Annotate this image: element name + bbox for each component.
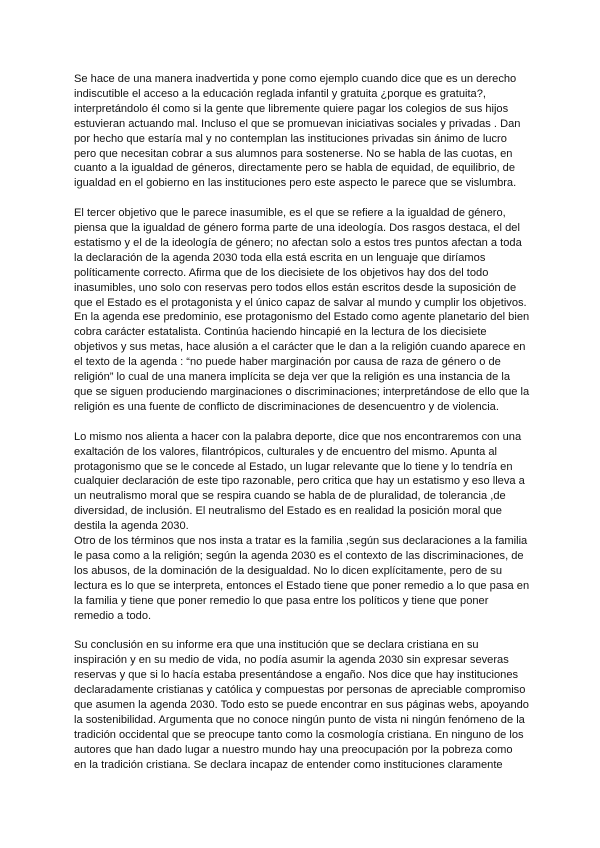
paragraph-gap: [74, 415, 534, 430]
text-line: estuvieran actuando mal. Incluso el que se promuevan iniciativas sociales y privadas . Dan: [74, 117, 521, 130]
text-line: estatismo y el de la ideología de género; no afectan solo a estos tres puntos afectan a toda: [74, 236, 522, 249]
text-line: cobra carácter estatalista. Continúa haciendo hincapié en la lectura de los diecisiete: [74, 326, 487, 339]
text-line: la declaración de la agenda 2030 toda ella está escrita en un lenguaje que diríamos: [74, 251, 486, 264]
text-line: piensa que la igualdad de género forma parte de una ideología. Dos rasgos destaca, el del: [74, 222, 520, 235]
text-line: El tercer objetivo que le parece inasumible, es el que se refiere a la igualdad de género,: [74, 207, 506, 220]
text-line: remedio a todo.: [74, 609, 152, 622]
text-line: el texto de la agenda : “no puede haber marginación por causa de raza de género o de: [74, 356, 501, 369]
text-line: diversidad, de inclusión. El neutralismo del Estado es en realidad la posición moral que: [74, 505, 502, 518]
text-line: autores que han dado lugar a nuestro mundo hay una preocupación por la pobreza como: [74, 743, 513, 756]
text-line: lectura es lo que se interpreta, entonces el Estado tiene que poner remedio a lo que pasa en: [74, 579, 530, 592]
text-line: cuanto a la igualdad de géneros, directamente pero se habla de equidad, de equilibrio, de: [74, 162, 515, 175]
text-line: pero que necesitan cobrar a sus alumnos para sostenerse. No se habla de las cuotas, en: [74, 147, 513, 160]
text-line: Lo mismo nos alienta a hacer con la palabra deporte, dice que nos encontraremos con una: [74, 430, 522, 443]
paragraph-4: [74, 638, 534, 772]
text-line: religión es una fuente de conflicto de discriminaciones de desencuentro y de violencia.: [74, 400, 499, 413]
text-line: Otro de los términos que nos insta a tratar es la familia ,según sus declaraciones a la familia: [74, 535, 528, 548]
text-line: políticamente correcto. Afirma que de los diecisiete de los objetivos hay dos del todo: [74, 266, 489, 279]
paragraph-gap: [74, 624, 534, 639]
text-line: tradición occidental que se preocupe tanto como la cosmología cristiana. En ninguno de los: [74, 728, 524, 741]
text-line: protagonismo que se le concede al Estado, un lugar relevante que lo tiene y lo tendría en: [74, 460, 513, 473]
text-line: igualdad en el gobierno en las instituciones pero este aspecto le parece que se vislumbra.: [74, 177, 517, 190]
text-line: los abusos, de la dominación de la desigualdad. No lo dicen explícitamente, pero de su: [74, 564, 502, 577]
text-line: exaltación de los valores, filantrópicos, culturales y de encuentro del mismo. Apunta al: [74, 445, 498, 458]
text-line: inasumibles, uno solo con reservas pero todos ellos están escritos desde la suposición de: [74, 281, 517, 294]
text-line: que se siguen produciendo marginaciones o discriminaciones; interpretándose de ello que la: [74, 386, 530, 399]
text-line: En la agenda ese predominio, ese protagonismo del Estado como agente planetario del bien: [74, 311, 530, 324]
text-line: indiscutible el acceso a la educación reglada infantil y gratuita ¿porque es gratuita?,: [74, 87, 486, 100]
text-line: en la tradición cristiana. Se declara incapaz de entender como instituciones claramente: [74, 758, 503, 771]
text-line: que asumen la agenda 2030. Todo esto se puede encontrar en sus páginas webs, apoyando: [74, 699, 529, 712]
paragraph-2: [74, 206, 534, 415]
paragraph-3: [74, 430, 534, 624]
text-line: objetivos y sus metas, hace alusión a el carácter que le dan a la religión cuando aparece en: [74, 341, 526, 354]
text-line: por hecho que estaría mal y no contemplan las instituciones privadas sin ánimo de lucro: [74, 132, 507, 145]
text-line: la familia y tiene que poner remedio lo que pasa entre los políticos y tiene que poner: [74, 594, 489, 607]
text-line: cualquier declaración de este tipo razonable, pero critica que hay un estatismo y eso lleva a: [74, 475, 525, 488]
document-body: [74, 72, 534, 773]
text-line: declaradamente cristianas y católica y compuestas por personas de apreciable compromiso: [74, 684, 526, 697]
text-line: la sostenibilidad. Argumenta que no conoce ningún punto de vista ni ningún fenómeno de la: [74, 713, 525, 726]
text-line: interpretándolo él como si la gente que libremente quiere pagar los colegios de sus hijos: [74, 102, 509, 115]
text-line: Se hace de una manera inadvertida y pone como ejemplo cuando dice que es un derecho: [74, 73, 517, 85]
text-line: inspiración y en su medio de vida, no podía asumir la agenda 2030 sin expresar severas: [74, 654, 509, 667]
text-line: que el Estado es el protagonista y el único capaz de salvar al mundo y cumplir los objetivos.: [74, 296, 527, 309]
text-line: un neutralismo moral que se respira cuando se habla de de pluralidad, de tolerancia ,de: [74, 490, 506, 503]
text-line: religión” lo cual de una manera implícita se deja ver que la religión es una instancia de la: [74, 371, 510, 384]
text-line: reservas y que si lo hacía estaba presentándose a engaño. Nos dice que hay instituciones: [74, 669, 519, 682]
text-line: le pasa como a la religión; según la agenda 2030 es el contexto de las discriminaciones, de: [74, 549, 524, 562]
text-line: destila la agenda 2030.: [74, 520, 189, 533]
paragraph-1: [74, 72, 534, 191]
text-line: Su conclusión en su informe era que una institución que se declara cristiana en su: [74, 639, 479, 652]
paragraph-gap: [74, 191, 534, 206]
